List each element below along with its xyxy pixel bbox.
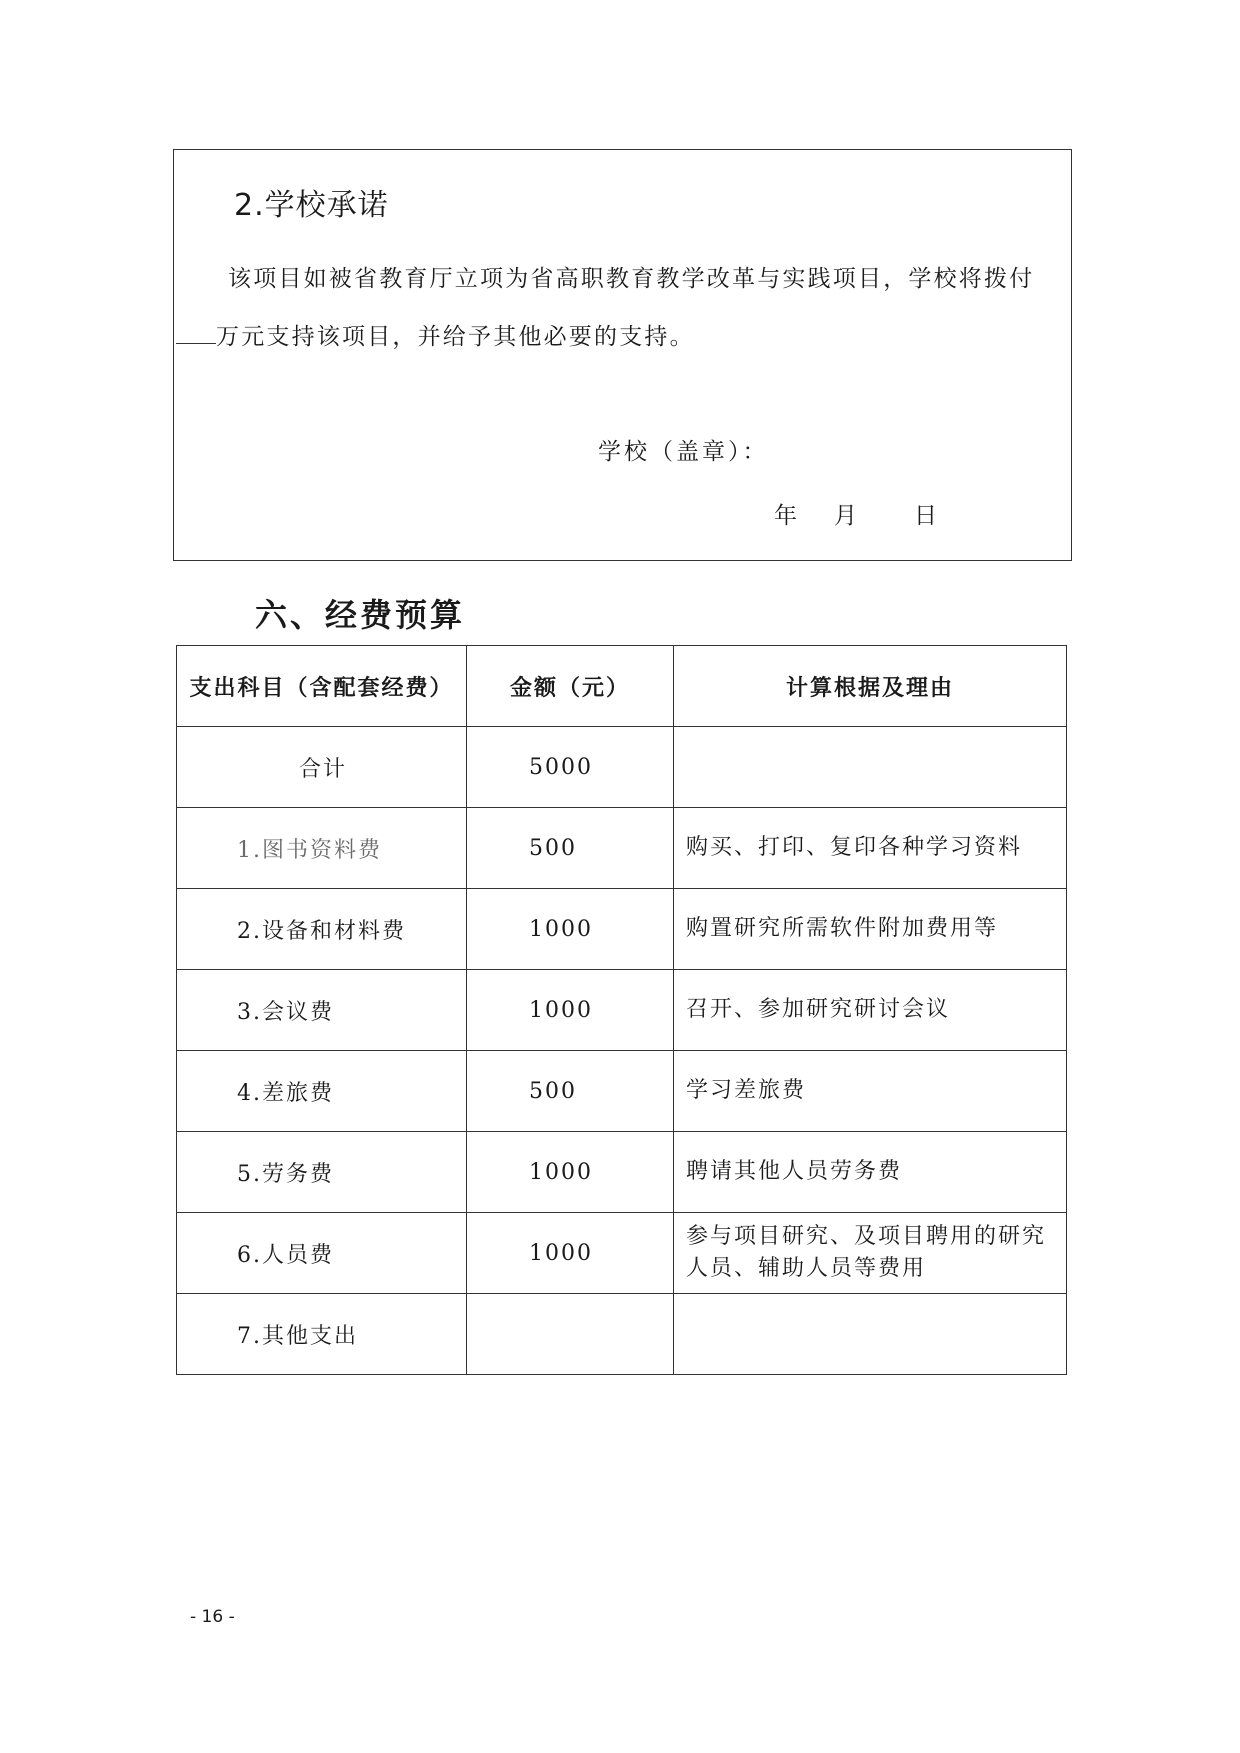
row-item: 1.图书资料费 [177, 808, 467, 889]
row-item: 6.人员费 [177, 1213, 467, 1294]
budget-table [176, 645, 1067, 1375]
row-reason: 购置研究所需软件附加费用等 [674, 889, 1067, 970]
row-item: 7.其他支出 [177, 1294, 467, 1375]
row-item: 合计 [177, 727, 467, 808]
header-amount: 金额（元） [467, 646, 674, 727]
budget-header-row [177, 646, 1067, 727]
date-day-label: 日 [914, 503, 937, 529]
table-row [177, 1294, 1067, 1375]
row-amount: 500 [467, 808, 674, 889]
row-reason: 聘请其他人员劳务费 [674, 1132, 1067, 1213]
commitment-text-part2: 万元支持该项目，并给予其他必要的支持。 [216, 324, 695, 350]
commitment-heading: 2.学校承诺 [234, 188, 389, 223]
school-commitment-box [173, 149, 1072, 561]
row-amount: 5000 [467, 727, 674, 808]
row-reason [674, 1294, 1067, 1375]
table-row [177, 1213, 1067, 1294]
table-row [177, 970, 1067, 1051]
commitment-text [176, 250, 1066, 366]
row-item: 3.会议费 [177, 970, 467, 1051]
row-amount: 1000 [467, 970, 674, 1051]
row-reason: 学习差旅费 [674, 1051, 1067, 1132]
row-amount: 500 [467, 1051, 674, 1132]
table-row [177, 1132, 1067, 1213]
page-number: - 16 - [190, 1607, 235, 1627]
table-row [177, 1051, 1067, 1132]
row-reason [674, 727, 1067, 808]
row-item: 4.差旅费 [177, 1051, 467, 1132]
row-item: 5.劳务费 [177, 1132, 467, 1213]
table-row [177, 727, 1067, 808]
row-amount: 1000 [467, 1213, 674, 1294]
commitment-text-part1: 该项目如被省教育厅立项为省高职教育教学改革与实践项目，学校将拨付 [228, 266, 1035, 292]
row-amount: 1000 [467, 1132, 674, 1213]
row-reason: 参与项目研究、及项目聘用的研究人员、辅助人员等费用 [674, 1213, 1067, 1294]
header-item: 支出科目（含配套经费） [177, 646, 467, 727]
row-reason: 购买、打印、复印各种学习资料 [674, 808, 1067, 889]
budget-section-title: 六、经费预算 [255, 596, 466, 634]
row-item: 2.设备和材料费 [177, 889, 467, 970]
amount-blank[interactable] [176, 323, 216, 344]
row-reason: 召开、参加研究研讨会议 [674, 970, 1067, 1051]
seal-label: 学校（盖章）： [598, 439, 769, 465]
row-amount [467, 1294, 674, 1375]
date-year-label: 年 [774, 503, 797, 529]
table-row [177, 808, 1067, 889]
row-amount: 1000 [467, 889, 674, 970]
header-reason: 计算根据及理由 [674, 646, 1067, 727]
date-month-label: 月 [834, 503, 857, 529]
table-row [177, 889, 1067, 970]
